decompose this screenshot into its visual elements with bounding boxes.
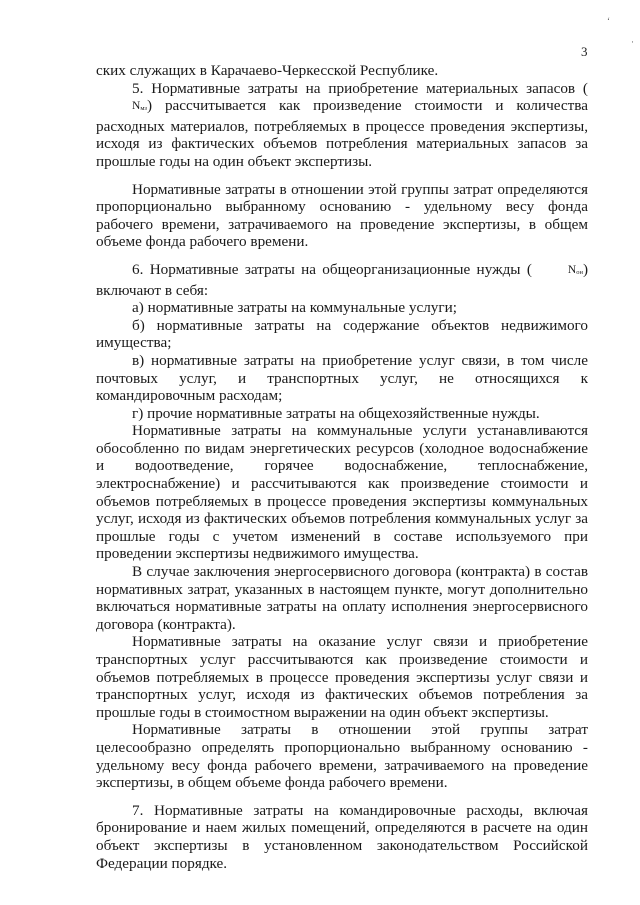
paragraph: Нормативные затраты в отношении этой группы затрат определяются пропорционально выбранному основанию - удельному весу фонда рабочего времени, затрачиваемого на проведение экспертизы, в общем объеме фонда рабочего времени. [96,180,588,251]
formula-symbol-subscript: мз [140,105,147,113]
paragraph-text: 6. Нормативные затраты на общеорганизационные нужды ( [132,260,532,278]
paragraph: 7. Нормативные затраты на командировочные расходы, включая бронирование и наем жилых помещений, определяются в расчете на один объект экспертизы в установленном законодательством Российской Федерации порядке. [96,801,588,872]
document-body [96,62,588,872]
formula-symbol-letter: N [132,100,141,113]
formula-symbol-subscript: он [576,268,583,276]
paragraph: Нормативные затраты в отношении этой группы затрат целесообразно определять пропорционально выбранному основанию - удельному весу фонда рабочего времени, затрачиваемого на проведение экспертизы, в общем объеме фонда рабочего времени. [96,721,588,792]
list-item: а) нормативные затраты на коммунальные услуги; [132,299,457,317]
formula-symbol-letter: N [567,263,577,276]
paragraph [96,261,588,299]
paragraph: В случае заключения энергосервисного договора (контракта) в состав нормативных затрат, указанных в настоящем пункте, могут дополнительно включаться нормативные затраты на оплату исполнения энергосервисного договора (контракта). [96,563,588,633]
scan-mark: · [631,37,634,47]
list-item: г) прочие нормативные затраты на общехозяйственные нужды. [132,404,540,422]
formula-symbol [96,98,147,118]
list-item: в) нормативные затраты на приобретение услуг связи, в том числе почтовых услуг, и транспортных услуг, не относящихся к командировочным расходам; [96,351,588,405]
paragraph-text: 5. Нормативные затраты на приобретение материальных запасов ( [132,79,588,97]
paragraph-text: ) включают в себя: [96,260,588,299]
paragraph: Нормативные затраты на коммунальные услуги устанавливаются обособленно по видам энергетических ресурсов (холодное водоснабжение и водоотведение, горячее водоснабжение, теплоснабжение, электроснабжение) и рассчитываются как произведение стоимости и объемов потребляемых в процессе проведения экспертизы коммунальных услуг, исходя из фактических объемов потребления коммунальных услуг за прошлые годы с учетом изменений в составе используемого при проведении экспертизы недвижимого имущества. [96,422,588,563]
paragraph: ских служащих в Карачаево-Черкесской Республике. [96,62,439,79]
page-number: 3 [581,44,588,59]
paragraph: Нормативные затраты на оказание услуг связи и приобретение транспортных услуг рассчитываются как произведение стоимости и объемов потребляемых в процессе проведения экспертизы услуг связи и транспортных услуг, исходя из фактических объемов потребления за прошлые годы в стоимостном выражении на один объект экспертизы. [96,633,588,721]
scan-mark: ʻ [607,16,610,26]
paragraph-text: ) рассчитывается как произведение стоимости и количества расходных материалов, потребляемых в процессе проведения экспертизы, исходя из фактических объемов потребления материальных запасов за прошлые годы на один объект экспертизы. [96,97,588,170]
formula-symbol [532,262,583,282]
paragraph [96,80,588,171]
list-item: б) нормативные затраты на содержание объектов недвижимого имущества; [96,316,588,352]
